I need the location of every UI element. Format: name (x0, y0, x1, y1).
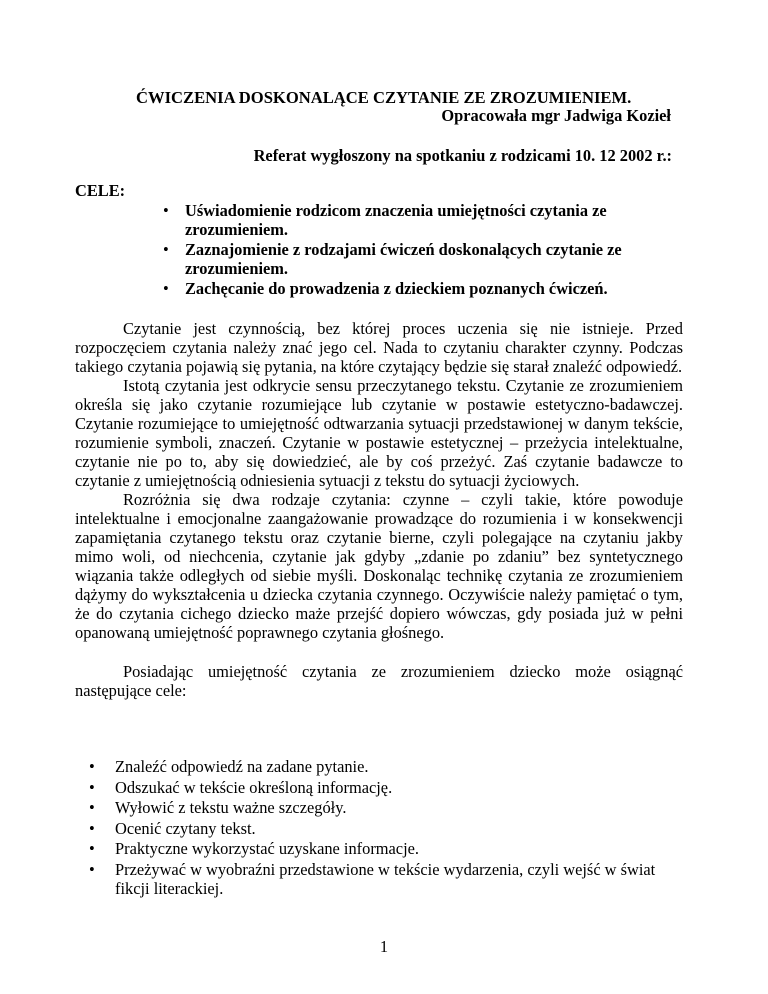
goal-item-text: Uświadomienie rodzicom znaczenia umiejętności czytania ze zrozumieniem. (185, 201, 607, 239)
author-line: Opracowała mgr Jadwiga Kozieł (441, 106, 671, 125)
bullet-icon: • (163, 240, 169, 259)
aim-item (75, 778, 683, 797)
aim-item-text: Wyłowić z tekstu ważne szczegóły. (115, 798, 347, 817)
body-paragraph: Czytanie jest czynnością, bez której proces uczenia się nie istnieje. Przed rozpoczęciem czytania należy znać jego cel. Nada to czytaniu charakter czynny. Podczas takiego czytania pojawią się pytania, na które czytający będzie się starał znaleźć odpowiedź. (75, 319, 683, 376)
reference-line: Referat wygłoszony na spotkaniu z rodzicami 10. 12 2002 r.: (253, 146, 672, 165)
aim-item (75, 860, 683, 898)
aims-list (75, 757, 683, 899)
bullet-icon: • (89, 798, 95, 817)
body-text (75, 319, 683, 700)
bullet-icon: • (163, 201, 169, 220)
bullet-icon: • (89, 859, 95, 879)
body-paragraph: Rozróżnia się dwa rodzaje czytania: czynne – czyli takie, które powoduje intelektualne i emocjonalne zaangażowanie prowadzące do rozumienia i w konsekwencji zapamiętania czytanego tekstu oraz czytanie bierne, czyli polegające na czytaniu jakby mimo woli, od niechcenia, czytanie jak gdyby „zdanie po zdaniu” bez syntetycznego wiązania także odległych od siebie myśli. Doskonaląc technikę czytania ze zrozumieniem dążymy do wykształcenia u dziecka czytania czynnego. Oczywiście należy pamiętać o tym, że do czytania cichego dziecko maże przejść dopiero wówczas, gdy posiada już w pełni opanowaną umiejętność poprawnego czytania głośnego. (75, 490, 683, 642)
goal-item-text: Zaznajomienie z rodzajami ćwiczeń doskonalących czytanie ze zrozumieniem. (185, 240, 622, 278)
body-paragraph: Posiadając umiejętność czytania ze zrozumieniem dziecko może osiągnąć następujące cele: (75, 662, 683, 700)
bullet-icon: • (89, 777, 95, 797)
goals-heading: CELE: (75, 181, 126, 200)
aim-item-text: Znaleźć odpowiedź na zadane pytanie. (115, 757, 369, 776)
bullet-icon: • (89, 839, 95, 858)
aim-item-text: Odszukać w tekście określoną informację. (115, 777, 393, 797)
bullet-icon: • (163, 279, 169, 298)
aim-item-text: Praktyczne wykorzystać uzyskane informacje. (115, 839, 420, 858)
body-paragraph: Istotą czytania jest odkrycie sensu przeczytanego tekstu. Czytanie ze zrozumieniem określa się jako czytanie rozumiejące lub czytanie w postawie estetyczno-badawczej. Czytanie rozumiejące to umiejętność odtwarzania sytuacji przedstawionej w danym tekście, rozumienie symboli, znaczeń. Czytanie w postawie estetycznej – przeżycia intelektualne, czytanie nie po to, aby się dowiedzieć, ale by coś przeżyć. Zaś czytanie badawcze to czytanie z umiejętnością odniesienia sytuacji z tekstu do sytuacji życiowych. (75, 376, 683, 490)
goal-item (163, 240, 683, 278)
aim-item (75, 798, 683, 817)
aim-item (75, 819, 683, 838)
goal-item (163, 201, 683, 239)
goals-list (163, 201, 683, 299)
goal-item-text: Zachęcanie do prowadzenia z dzieckiem poznanych ćwiczeń. (185, 279, 608, 298)
aim-item (75, 839, 683, 858)
bullet-icon: • (89, 818, 95, 838)
aim-item (75, 757, 683, 776)
aim-item-text: Ocenić czytany tekst. (115, 818, 256, 838)
bullet-icon: • (89, 757, 95, 776)
document-title: ĆWICZENIA DOSKONALĄCE CZYTANIE ZE ZROZUMIENIEM. (136, 88, 632, 107)
page-number: 1 (379, 937, 389, 956)
goal-item (163, 279, 683, 298)
aim-item-text: Przeżywać w wyobraźni przedstawione w tekście wydarzenia, czyli wejść w świat fikcji literackiej. (115, 859, 656, 898)
